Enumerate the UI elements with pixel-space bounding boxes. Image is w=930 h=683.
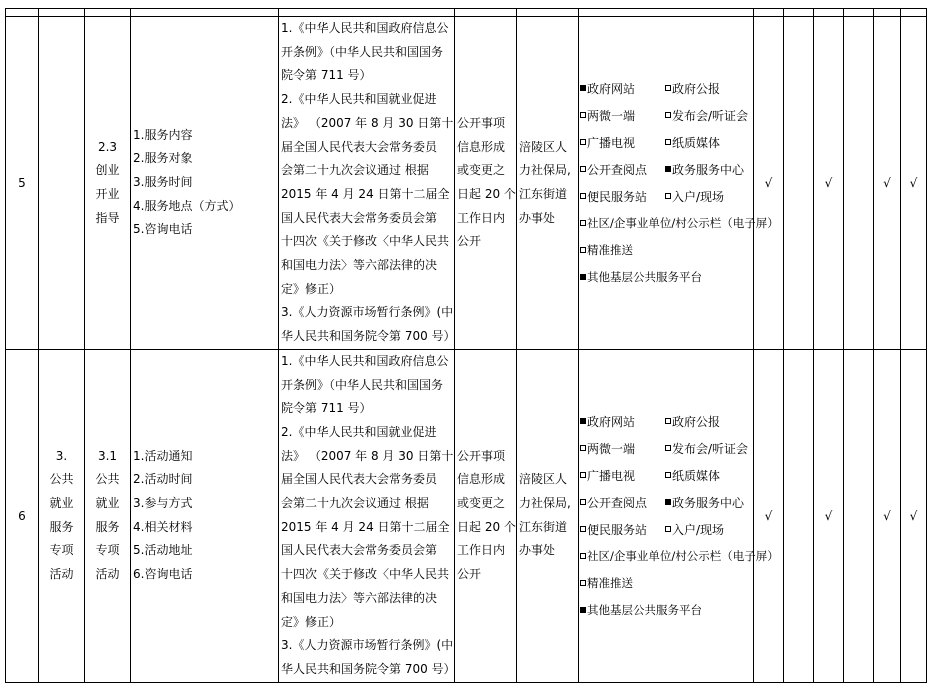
time-limit-line: 或变更之 — [457, 496, 506, 511]
subject-cell — [517, 17, 579, 350]
channel-option — [665, 161, 744, 178]
channel-row — [580, 435, 753, 462]
unchecked-box-icon — [665, 139, 671, 145]
basis-line: 3.《人力资源市场暂行条例》(中 — [281, 305, 454, 320]
unchecked-box-icon — [665, 472, 671, 478]
content-lines — [131, 124, 278, 243]
category-line: 3. — [55, 448, 68, 463]
mark-cell: √ — [754, 349, 784, 682]
time-limit-lines — [455, 445, 516, 587]
basis-line: 定》修正） — [281, 614, 342, 629]
channel-option — [665, 188, 724, 205]
subject-line: 办事处 — [519, 543, 556, 558]
channel-option — [665, 80, 720, 97]
channel-option — [580, 188, 665, 205]
subcategory-line: 指导 — [95, 210, 120, 225]
basis-cell — [279, 349, 455, 682]
subject-cell — [517, 349, 579, 682]
channel-row — [580, 489, 753, 516]
subject-line: 江东街道 — [519, 519, 568, 534]
basis-line: 会第二十九次会议通过 根据 — [281, 163, 429, 178]
channel-row — [580, 237, 753, 264]
content-line: 5.活动地址 — [133, 543, 193, 558]
channel-option — [580, 521, 665, 538]
basis-line: 届全国人民代表大会常务委员 — [281, 472, 438, 487]
channel-label: 政府公报 — [672, 414, 721, 429]
channel-label: 其他基层公共服务平台 — [587, 270, 702, 285]
time-limit-line: 工作日内 — [457, 210, 506, 225]
basis-line: 和国电力法〉等六部法律的决 — [281, 258, 438, 273]
subject-lines — [517, 136, 578, 231]
unchecked-box-icon — [580, 499, 586, 505]
time-limit-line: 公开事项 — [457, 115, 506, 130]
channel-option — [580, 440, 665, 457]
basis-line: 院令第 711 号） — [281, 401, 372, 416]
mark-cell — [784, 349, 814, 682]
channel-option — [580, 215, 779, 231]
channel-option — [665, 107, 748, 124]
channel-label: 公开查阅点 — [587, 162, 648, 177]
channel-option — [665, 467, 720, 484]
channel-option — [580, 80, 665, 97]
channel-label: 广播电视 — [587, 135, 636, 150]
channel-row — [580, 408, 753, 435]
unchecked-box-icon — [580, 112, 586, 118]
channel-label: 广播电视 — [587, 468, 636, 483]
channel-label: 政务服务中心 — [672, 495, 745, 510]
basis-lines — [279, 17, 454, 349]
time-limit-line: 信息形成 — [457, 472, 506, 487]
content-line: 2.活动时间 — [133, 472, 193, 487]
channel-row — [580, 462, 753, 489]
content-line: 1.活动通知 — [133, 448, 193, 463]
basis-line: 2015 年 4 月 24 日第十二届全 — [281, 186, 450, 201]
subcategory-line: 就业 — [95, 496, 120, 511]
unchecked-box-icon — [665, 445, 671, 451]
subcategory-lines — [85, 445, 130, 587]
channel-label: 纸质媒体 — [672, 135, 721, 150]
channel-option — [580, 242, 633, 258]
channel-option — [665, 413, 720, 430]
channel-label: 纸质媒体 — [672, 468, 721, 483]
unchecked-box-icon — [580, 247, 586, 253]
category-line: 公共 — [49, 472, 74, 487]
unchecked-box-icon — [580, 526, 586, 532]
mark-cell — [844, 17, 874, 350]
channel-option — [580, 269, 702, 285]
channel-label: 社区/企事业单位/村公示栏（电子屏） — [587, 549, 779, 564]
mark-cell — [844, 349, 874, 682]
table-top-row — [6, 9, 927, 17]
subcategory-line: 3.1 — [97, 448, 118, 463]
mark-cell: √ — [874, 349, 901, 682]
table-row — [6, 17, 927, 350]
time-limit-cell — [455, 17, 517, 350]
unchecked-box-icon — [665, 418, 671, 424]
basis-line: 十四次《关于修改〈中华人民共 — [281, 234, 450, 249]
mark-cell: √ — [754, 17, 784, 350]
subject-line: 办事处 — [519, 210, 556, 225]
content-line: 2.服务对象 — [133, 151, 193, 166]
unchecked-box-icon — [580, 220, 586, 226]
channel-option — [665, 494, 744, 511]
subcategory-cell — [85, 17, 131, 350]
unchecked-box-icon — [580, 139, 586, 145]
channels-cell — [579, 349, 779, 682]
subcategory-line: 2.3 — [97, 139, 118, 154]
time-limit-line: 工作日内 — [457, 543, 506, 558]
basis-lines — [279, 350, 454, 682]
checked-box-icon — [665, 499, 671, 505]
subcategory-lines — [85, 136, 130, 231]
category-lines — [39, 445, 84, 587]
unchecked-box-icon — [665, 85, 671, 91]
channel-row — [580, 75, 753, 102]
channel-row — [580, 264, 753, 291]
subcategory-line: 公共 — [95, 472, 120, 487]
subcategory-line: 活动 — [95, 567, 120, 582]
subject-line: 江东街道 — [519, 186, 568, 201]
basis-line: 3.《人力资源市场暂行条例》(中 — [281, 638, 454, 653]
time-limit-line: 信息形成 — [457, 139, 506, 154]
subject-line: 力社保局, — [519, 163, 571, 178]
channel-option — [580, 575, 633, 591]
channel-label: 入户/现场 — [672, 522, 725, 537]
content-line: 3.参与方式 — [133, 496, 193, 511]
mark-cell: √ — [901, 17, 927, 350]
basis-line: 定》修正） — [281, 281, 342, 296]
time-limit-line: 日起 20 个 — [457, 519, 516, 534]
category-cell — [39, 349, 85, 682]
basis-line: 1.《中华人民共和国政府信息公 — [281, 21, 449, 35]
channel-option — [665, 521, 724, 538]
content-line: 4.相关材料 — [133, 519, 193, 534]
basis-line: 法》 （2007 年 8 月 30 日第十 — [281, 115, 454, 130]
channel-list — [579, 408, 779, 624]
subject-line: 涪陵区人 — [519, 139, 568, 154]
time-limit-lines — [455, 112, 516, 254]
category-line: 就业 — [49, 496, 74, 511]
unchecked-box-icon — [580, 193, 586, 199]
basis-line: 国人民代表大会常务委员会第 — [281, 543, 438, 558]
channel-label: 便民服务站 — [587, 189, 648, 204]
channel-row — [580, 102, 753, 129]
basis-line: 院令第 711 号） — [281, 68, 372, 83]
unchecked-box-icon — [580, 445, 586, 451]
basis-line: 2015 年 4 月 24 日第十二届全 — [281, 519, 450, 534]
subject-line: 涪陵区人 — [519, 472, 568, 487]
mark-cell: √ — [814, 17, 844, 350]
time-limit-line: 或变更之 — [457, 163, 506, 178]
content-line: 5.咨询电话 — [133, 222, 193, 237]
mark-cell — [784, 17, 814, 350]
table-body — [6, 9, 927, 683]
basis-line: 2.《中华人民共和国就业促进 — [281, 92, 437, 107]
basis-line: 国人民代表大会常务委员会第 — [281, 210, 438, 225]
content-cell — [131, 17, 279, 350]
channel-option — [580, 602, 702, 618]
content-line: 4.服务地点（方式） — [133, 198, 241, 213]
time-limit-line: 公开事项 — [457, 448, 506, 463]
channel-label: 社区/企事业单位/村公示栏（电子屏） — [587, 216, 779, 231]
channel-label: 两微一端 — [587, 441, 636, 456]
channel-label: 政务服务中心 — [672, 162, 745, 177]
channel-label: 发布会/听证会 — [672, 108, 749, 123]
channel-option — [665, 134, 720, 151]
channel-option — [580, 107, 665, 124]
unchecked-box-icon — [580, 472, 586, 478]
checked-box-icon — [580, 274, 586, 280]
category-line: 服务 — [49, 519, 74, 534]
basis-line: 开条例》（中华人民共和国国务 — [281, 44, 444, 59]
unchecked-box-icon — [580, 166, 586, 172]
content-line: 3.服务时间 — [133, 175, 193, 190]
content-lines — [131, 445, 278, 587]
channel-label: 政府网站 — [587, 81, 636, 96]
channel-label: 公开查阅点 — [587, 495, 648, 510]
channel-row — [580, 156, 753, 183]
time-limit-line: 日起 20 个 — [457, 186, 516, 201]
basis-line: 届全国人民代表大会常务委员 — [281, 139, 438, 154]
basis-line: 会第二十九次会议通过 根据 — [281, 496, 429, 511]
unchecked-box-icon — [580, 580, 586, 586]
unchecked-box-icon — [665, 112, 671, 118]
mark-cell: √ — [901, 349, 927, 682]
channel-row — [580, 129, 753, 156]
channel-option — [580, 467, 665, 484]
unchecked-box-icon — [580, 553, 586, 559]
subject-lines — [517, 468, 578, 563]
checked-box-icon — [580, 418, 586, 424]
channel-label: 便民服务站 — [587, 522, 648, 537]
time-limit-cell — [455, 349, 517, 682]
channel-label: 其他基层公共服务平台 — [587, 603, 702, 618]
unchecked-box-icon — [665, 526, 671, 532]
basis-cell — [279, 17, 455, 350]
basis-line: 十四次《关于修改〈中华人民共 — [281, 567, 450, 582]
channel-option — [580, 134, 665, 151]
channel-label: 入户/现场 — [672, 189, 725, 204]
mark-cell: √ — [814, 349, 844, 682]
channel-option — [580, 494, 665, 511]
content-line: 6.咨询电话 — [133, 567, 193, 582]
category-cell — [39, 17, 85, 350]
basis-line: 和国电力法〉等六部法律的决 — [281, 590, 438, 605]
unchecked-box-icon — [665, 193, 671, 199]
channel-label: 政府公报 — [672, 81, 721, 96]
channel-label: 两微一端 — [587, 108, 636, 123]
time-limit-line: 公开 — [457, 567, 482, 582]
checked-box-icon — [665, 166, 671, 172]
channel-row — [580, 570, 753, 597]
content-line: 1.服务内容 — [133, 127, 193, 142]
disclosure-table — [5, 8, 927, 683]
channel-label: 精准推送 — [587, 576, 633, 591]
channel-row — [580, 210, 779, 237]
basis-line: 华人民共和国务院令第 700 号） — [281, 661, 456, 676]
channels-cell — [579, 17, 779, 350]
channel-list — [579, 75, 779, 291]
mark-cell: √ — [874, 17, 901, 350]
channel-option — [580, 548, 779, 564]
category-line: 专项 — [49, 543, 74, 558]
content-cell — [131, 349, 279, 682]
table-row — [6, 349, 927, 682]
channel-option — [580, 161, 665, 178]
channel-row — [580, 543, 779, 570]
basis-line: 华人民共和国务院令第 700 号） — [281, 329, 456, 344]
channel-row — [580, 516, 753, 543]
row-number: 5 — [6, 17, 39, 350]
subcategory-line: 专项 — [95, 543, 120, 558]
channel-option — [665, 440, 748, 457]
channel-row — [580, 597, 753, 624]
subcategory-line: 创业 — [95, 163, 120, 178]
channel-label: 政府网站 — [587, 414, 636, 429]
basis-line: 开条例》（中华人民共和国国务 — [281, 377, 444, 392]
category-line: 活动 — [49, 567, 74, 582]
subcategory-line: 开业 — [95, 186, 120, 201]
row-number: 6 — [6, 349, 39, 682]
checked-box-icon — [580, 85, 586, 91]
subcategory-cell — [85, 349, 131, 682]
subject-line: 力社保局, — [519, 496, 571, 511]
basis-line: 法》 （2007 年 8 月 30 日第十 — [281, 448, 454, 463]
channel-label: 精准推送 — [587, 243, 633, 258]
basis-line: 1.《中华人民共和国政府信息公 — [281, 353, 449, 368]
checked-box-icon — [580, 607, 586, 613]
basis-line: 2.《中华人民共和国就业促进 — [281, 424, 437, 439]
channel-option — [580, 413, 665, 430]
channel-row — [580, 183, 753, 210]
subcategory-line: 服务 — [95, 519, 120, 534]
time-limit-line: 公开 — [457, 234, 482, 249]
channel-label: 发布会/听证会 — [672, 441, 749, 456]
